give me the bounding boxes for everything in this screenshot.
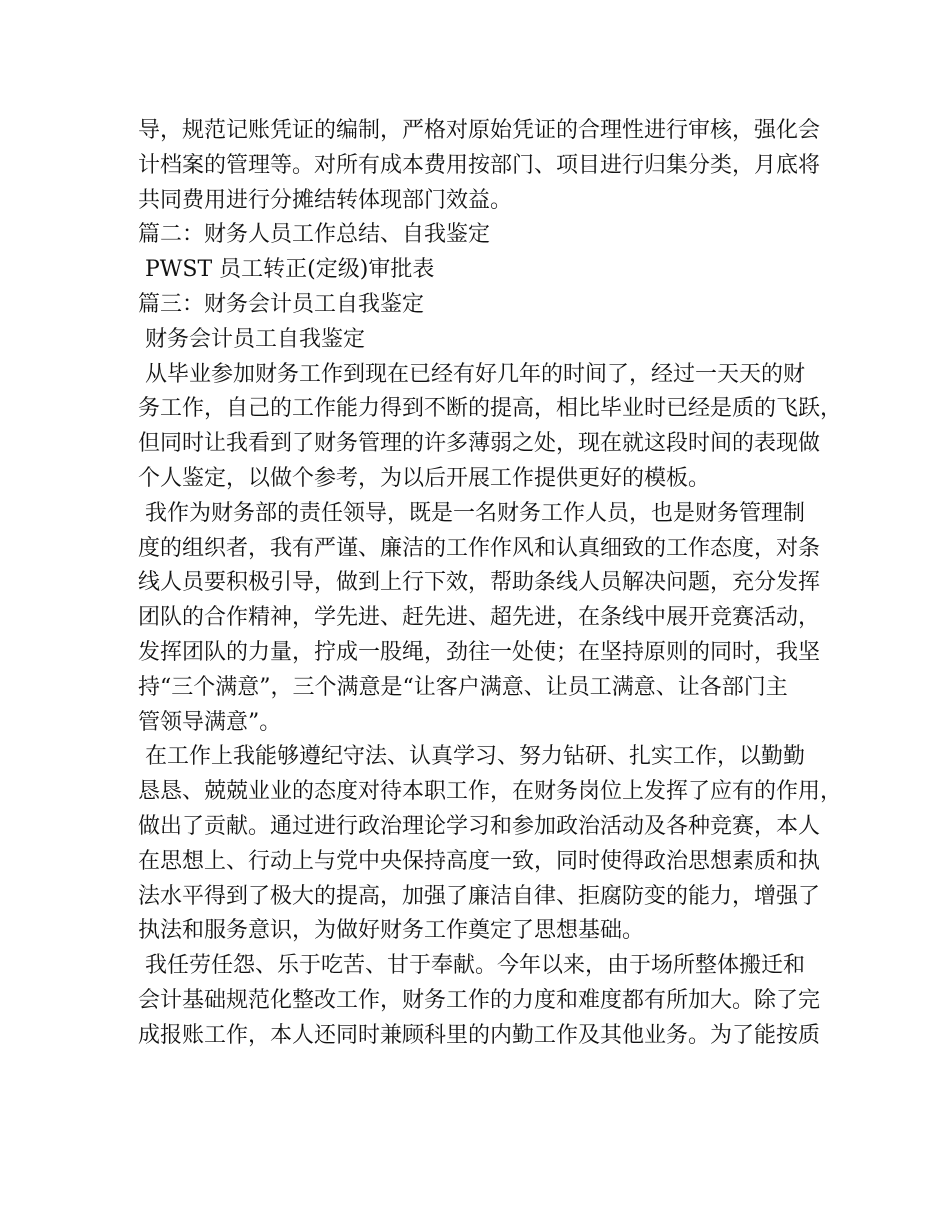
section-heading: 篇二：财务人员工作总结、自我鉴定	[138, 222, 491, 248]
text-line: 做出了贡献。通过进行政治理论学习和参加政治活动及各种竞赛，本人	[138, 813, 821, 839]
document-body	[138, 114, 843, 1054]
text-line: 在工作上我能够遵纪守法、认真学习、努力钻研、扎实工作，以勤勤	[138, 744, 805, 770]
text-line: 我作为财务部的责任领导，既是一名财务工作人员，也是财务管理制	[138, 500, 805, 526]
text-line: 导，规范记账凭证的编制，严格对原始凭证的合理性进行审核，强化会	[138, 118, 821, 143]
text-line: 团队的合作精神，学先进、赶先进、超先进，在条线中展开竞赛活动，	[138, 605, 821, 631]
article-title: 财务会计员工自我鉴定	[138, 326, 365, 352]
text-line: 管领导满意”。	[138, 709, 282, 735]
text-line: 成报账工作，本人还同时兼顾科里的内勤工作及其他业务。为了能按质	[138, 1022, 821, 1048]
text-line: 会计基础规范化整改工作，财务工作的力度和难度都有所加大。除了完	[138, 987, 821, 1013]
text-line: 共同费用进行分摊结转体现部门效益。	[138, 187, 513, 213]
text-line: 发挥团队的力量，拧成一股绳，劲往一处使；在坚持原则的同时，我坚	[138, 639, 821, 665]
text-line: 度的组织者，我有严谨、廉洁的工作作风和认真细致的工作态度，对条	[138, 535, 821, 561]
text-line: 线人员要积极引导，做到上行下效，帮助条线人员解决问题，充分发挥	[138, 570, 821, 596]
section-heading: 篇三：财务会计员工自我鉴定	[138, 291, 425, 317]
text-line: 恳恳、兢兢业业的态度对待本职工作，在财务岗位上发挥了应有的作用，	[138, 779, 843, 805]
text-line: 持“三个满意”，三个满意是“让客户满意、让员工满意、让各部门主	[138, 674, 788, 700]
text-line: 我任劳任怨、乐于吃苦、甘于奉献。今年以来，由于场所整体搬迁和	[138, 953, 805, 979]
text-line: 务工作，自己的工作能力得到不断的提高，相比毕业时已经是质的飞跃，	[138, 396, 843, 422]
text-line: 但同时让我看到了财务管理的许多薄弱之处，现在就这段时间的表现做	[138, 431, 821, 457]
text-line: 执法和服务意识，为做好财务工作奠定了思想基础。	[138, 918, 645, 944]
text-line: 个人鉴定，以做个参考，为以后开展工作提供更好的模板。	[138, 465, 711, 491]
text-line: 从毕业参加财务工作到现在已经有好几年的时间了，经过一天天的财	[138, 361, 805, 387]
form-title: PWST 员工转正(定级)审批表	[138, 257, 435, 283]
text-line: 计档案的管理等。对所有成本费用按部门、项目进行归集分类，月底将	[138, 152, 821, 178]
text-line: 在思想上、行动上与党中央保持高度一致，同时使得政治思想素质和执	[138, 848, 821, 874]
text-line: 法水平得到了极大的提高，加强了廉洁自律、拒腐防变的能力，增强了	[138, 883, 821, 909]
